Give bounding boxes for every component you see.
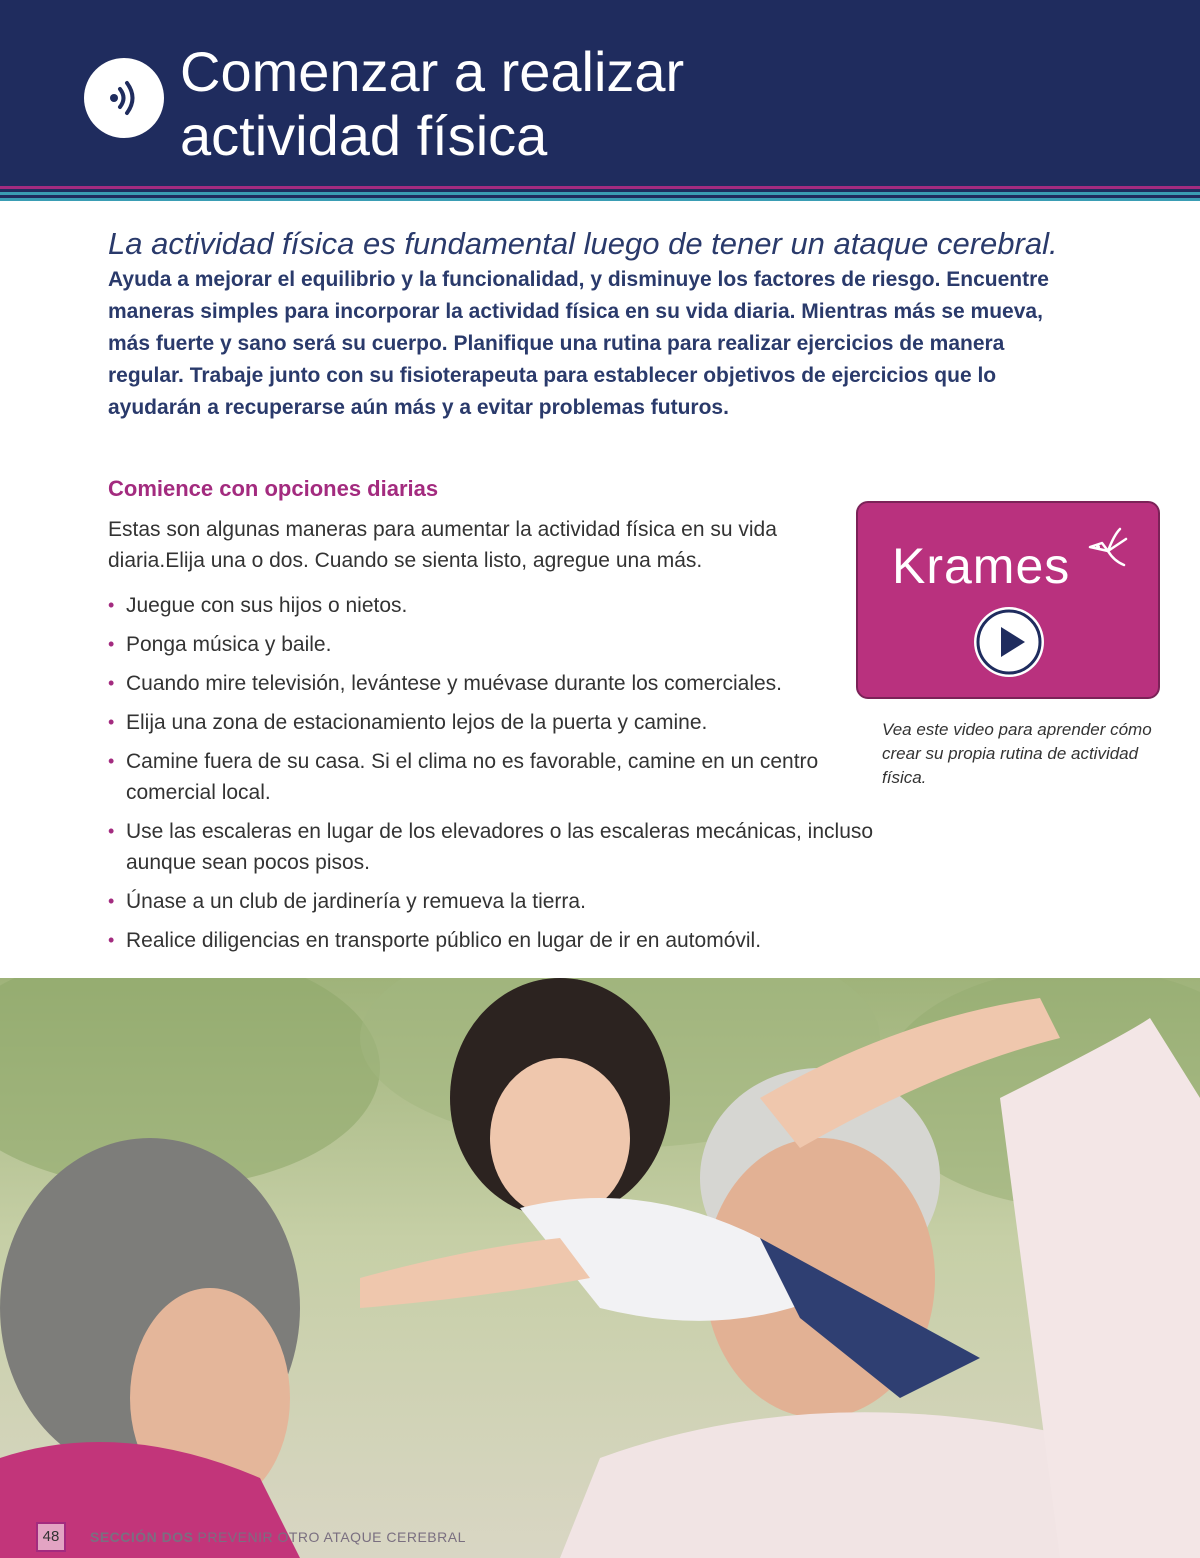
footer-section-title: PREVENIR OTRO ATAQUE CEREBRAL <box>197 1529 466 1545</box>
list-item <box>108 668 888 699</box>
bullet-icon: • <box>108 751 115 771</box>
bullet-icon: • <box>108 891 115 911</box>
list-item-text: Únase a un club de jardinería y remueva la tierra. <box>126 890 586 913</box>
footer-section: SECCIÓN DOS <box>90 1529 194 1545</box>
page-number: 48 <box>36 1522 66 1552</box>
intro-lead: La actividad física es fundamental luego de tener un ataque cerebral. <box>108 226 1058 261</box>
page-title-line2: actividad física <box>180 104 548 167</box>
activity-list <box>108 590 888 964</box>
list-item-text: Cuando mire televisión, levántese y muévase durante los comerciales. <box>126 672 782 695</box>
footer-section-label <box>90 1529 466 1545</box>
list-item <box>108 816 888 878</box>
hummingbird-icon <box>1084 525 1130 575</box>
list-item-text: Realice diligencias en transporte público en lugar de ir en automóvil. <box>126 929 762 952</box>
video-caption: Vea este video para aprender cómo crear su propia rutina de actividad física. <box>882 720 1152 787</box>
page-header <box>0 0 1200 186</box>
bullet-icon: • <box>108 634 115 654</box>
list-item <box>108 629 888 660</box>
video-card[interactable] <box>856 501 1160 699</box>
list-item <box>108 590 888 621</box>
list-item <box>108 746 888 808</box>
audio-icon[interactable] <box>84 58 164 138</box>
list-item-text: Elija una zona de estacionamiento lejos de la puerta y camine. <box>126 711 708 734</box>
list-item-text: Use las escaleras en lugar de los elevadores o las escaleras mecánicas, incluso aunque sean pocos pisos. <box>126 820 874 874</box>
play-icon <box>974 607 1044 677</box>
header-stripe <box>0 198 1200 201</box>
brand-logo-text: Krames <box>892 538 1071 594</box>
bullet-icon: • <box>108 821 115 841</box>
audio-waves-icon <box>102 76 146 120</box>
bullet-icon: • <box>108 930 115 950</box>
page-title-line1: Comenzar a realizar <box>180 40 685 103</box>
section-heading: Comience con opciones diarias <box>108 476 439 501</box>
page-title <box>180 40 1080 168</box>
bullet-icon: • <box>108 595 115 615</box>
family-photo-illustration <box>0 978 1200 1558</box>
list-item-text: Juegue con sus hijos o nietos. <box>126 594 408 617</box>
bullet-icon: • <box>108 673 115 693</box>
bullet-icon: • <box>108 712 115 732</box>
play-button[interactable] <box>974 607 1044 677</box>
section-intro: Estas son algunas maneras para aumentar la actividad física en su vida diaria.Elija una o dos. Cuando se sienta listo, agregue una más. <box>108 518 777 572</box>
list-item <box>108 707 888 738</box>
list-item <box>108 886 888 917</box>
list-item-text: Camine fuera de su casa. Si el clima no es favorable, camine en un centro comercial local. <box>126 750 819 804</box>
intro-body: Ayuda a mejorar el equilibrio y la funcionalidad, y disminuye los factores de riesgo. Encuentre maneras simples para incorporar la actividad física en su vida diaria. Mientras más se mueva, más fuerte y sano será su cuerpo. Planifique una rutina para realizar ejercicios de manera regular. Trabaje junto con su fisioterapeuta para establecer objetivos de ejercicios que lo ayudarán a recuperarse aún más y a evitar problemas futuros. <box>108 268 1049 419</box>
intro-paragraph <box>108 228 1058 424</box>
family-photo <box>0 978 1200 1558</box>
list-item-text: Ponga música y baile. <box>126 633 332 656</box>
list-item <box>108 925 888 956</box>
